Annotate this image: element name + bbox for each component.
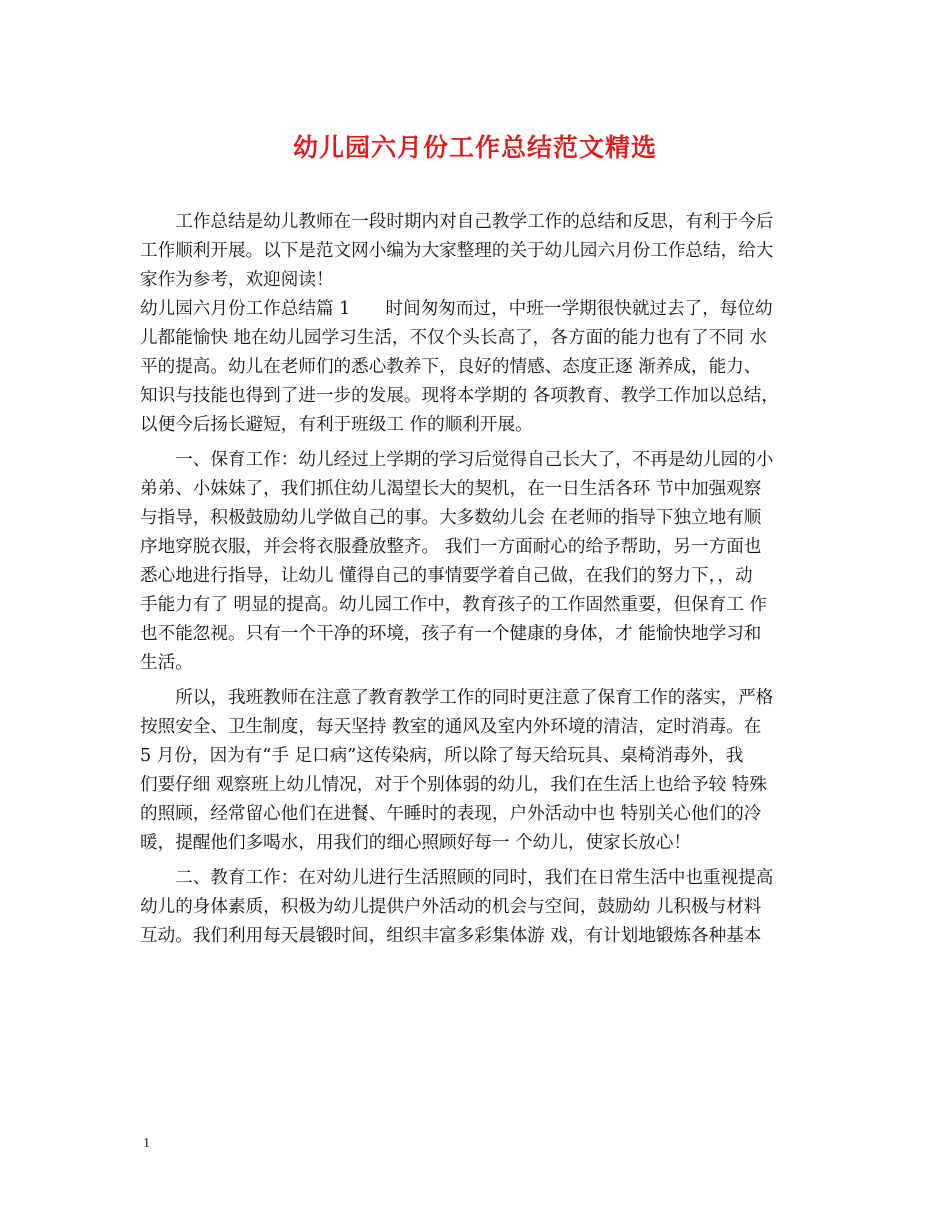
text-line: 与指导，积极鼓励幼儿学做自己的事。大多数幼儿会 在老师的指导下独立地有顺: [140, 508, 762, 528]
text-line: 悉心地进行指导，让幼儿 懂得自己的事情要学着自己做，在我们的努力下，，动: [140, 566, 753, 586]
text-line: 知识与技能也得到了进一步的发展。现将本学期的 各项教育、教学工作加以总结，: [140, 386, 779, 406]
text-line: 暖，提醒他们多喝水，用我们的细心照顾好每一 个幼儿，使家长放心！: [140, 833, 692, 853]
text-line: 互动。我们利用每天晨锻时间，组织丰富多彩集体游 戏，有计划地锻炼各种基本: [140, 926, 762, 946]
text-line: 也不能忽视。只有一个干净的环境，孩子有一个健康的身体，才 能愉快地学习和: [140, 624, 762, 644]
text-line: 序地穿脱衣服，并会将衣服叠放整齐。 我们一方面耐心的给予帮助，另一方面也: [140, 537, 762, 557]
text-line: 一、保育工作：幼儿经过上学期的学习后觉得自己长大了，不再是幼儿园的小: [140, 450, 774, 470]
text-line: 的照顾，经常留心他们在进餐、午睡时的表现，户外活动中也 特别关心他们的冷: [140, 804, 762, 824]
text-line: 生活。: [140, 653, 193, 673]
text-line: 按照安全、卫生制度，每天坚持 教室的通风及室内外环境的清洁，定时消毒。在: [140, 717, 762, 737]
text-line: 手能力有了 明显的提高。幼儿园工作中，教育孩子的工作固然重要，但保育工 作: [140, 595, 767, 615]
text-line: 家作为参考，欢迎阅读！: [140, 270, 334, 290]
text-line: 工作总结是幼儿教师在一段时期内对自己教学工作的总结和反思，有利于今后: [140, 212, 774, 232]
page-number: 1: [143, 1136, 150, 1151]
text-line: 们要仔细 观察班上幼儿情况，对于个别体弱的幼儿，我们在生活上也给予较 特殊: [140, 775, 767, 795]
text-line: 二、教育工作：在对幼儿进行生活照顾的同时，我们在日常生活中也重视提高: [140, 868, 774, 888]
text-line: 工作顺利开展。以下是范文网小编为大家整理的关于幼儿园六月份工作总结，给大: [140, 241, 774, 261]
text-line: 幼儿的身体素质，积极为幼儿提供户外活动的机会与空间，鼓励幼 儿积极与材料: [140, 897, 762, 917]
document-body: [140, 208, 820, 951]
text-line: 幼儿园六月份工作总结篇 1 时间匆匆而过，中班一学期很快就过去了，每位幼: [140, 299, 773, 319]
text-line: 5 月份，因为有“手 足口病”这传染病，所以除了每天给玩具、桌椅消毒外，我: [140, 746, 744, 766]
text-line: 儿都能愉快 地在幼儿园学习生活，不仅个头长高了，各方面的能力也有了不同 水: [140, 328, 767, 348]
text-line: 平的提高。幼儿在老师们的悉心教养下，良好的情感、态度正逐 渐养成，能力、: [140, 357, 762, 377]
text-line: 以便今后扬长避短，有利于班级工 作的顺利开展。: [140, 415, 533, 435]
text-line: 弟弟、小妹妹了，我们抓住幼儿渴望长大的契机，在一日生活各环 节中加强观察: [140, 479, 762, 499]
text-line: 所以，我班教师在注意了教育教学工作的同时更注意了保育工作的落实，严格: [140, 688, 774, 708]
document-title: 幼儿园六月份工作总结范文精选: [292, 133, 657, 162]
